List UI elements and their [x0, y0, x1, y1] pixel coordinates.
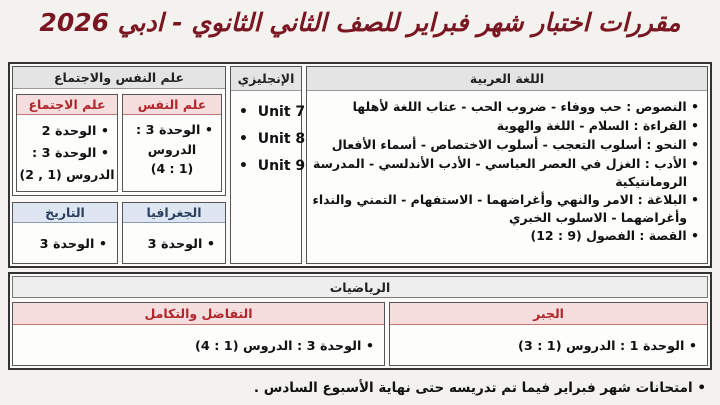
psychology-lessons-range: (1 : 4) — [150, 161, 194, 176]
sociology-lessons: الدروس (1 , 2) — [19, 167, 115, 182]
sociology-unit-3: • الوحدة 3 : — [17, 143, 117, 165]
arabic-item-rhetoric: • البلاغة : الامر والنهي وأغراضهما - الاستفهام - التمني والنداء — [311, 190, 699, 209]
math-header: الرياضيات — [12, 276, 708, 298]
sociology-header: علم الاجتماع — [17, 95, 117, 115]
english-unit-9: • Unit 9 — [239, 153, 301, 180]
arabic-item-reading: • القراءة : السلام - اللغة والهوية — [311, 116, 699, 135]
english-unit-8: • Unit 8 — [239, 126, 301, 153]
calculus-item: • الوحدة 3 : الدروس (1 : 4) — [13, 325, 384, 356]
english-unit-7: • Unit 7 — [239, 99, 301, 126]
geography-header: الجغرافيا — [123, 203, 225, 223]
history-item: • الوحدة 3 — [13, 223, 117, 254]
english-header: الإنجليزي — [231, 67, 301, 91]
arabic-item-literature: • الأدب : الغزل في العصر العباسي - الأدب الأندلسي - المدرسة — [311, 154, 699, 173]
arabic-item-literature-cont: الرومانتيكية — [615, 174, 687, 189]
psych-soc-header: علم النفس والاجتماع — [13, 67, 225, 89]
algebra-box — [389, 302, 708, 366]
arabic-list — [307, 91, 707, 245]
algebra-item: • الوحدة 1 : الدروس (1 : 3) — [390, 325, 707, 356]
arabic-item-texts: • النصوص : حب ووفاء - ضروب الحب - عتاب اللغة لأهلها — [311, 97, 699, 116]
psychology-header: علم النفس — [123, 95, 221, 115]
sociology-box — [16, 94, 118, 192]
psychology-box — [122, 94, 222, 192]
arabic-item-grammar: • النحو : أسلوب التعجب - أسلوب الاختصاص - أسماء الأفعال — [311, 135, 699, 154]
footer-note: • امتحانات شهر فبراير فيما تم تدريسه حتى نهاية الأسبوع السادس . — [10, 378, 706, 398]
sociology-unit-2: • الوحدة 2 — [17, 121, 117, 143]
arabic-item-story: • القصة : الفصول (9 : 12) — [311, 226, 699, 245]
geography-box — [122, 202, 226, 264]
psychology-lessons-label: الدروس — [147, 142, 197, 157]
arabic-item-rhetoric-cont: وأغراضهما - الاسلوب الخبري — [508, 210, 687, 225]
arabic-box — [306, 66, 708, 264]
page-title: مقررات اختبار شهر فبراير للصف الثاني الثانوي - ادبي 2026 — [39, 8, 681, 37]
calculus-box — [12, 302, 385, 366]
calculus-header: التفاضل والتكامل — [13, 303, 384, 325]
geography-item: • الوحدة 3 — [123, 223, 225, 254]
arabic-header: اللغة العربية — [307, 67, 707, 91]
history-header: التاريخ — [13, 203, 117, 223]
psychology-unit: • الوحدة 3 : — [123, 121, 221, 140]
english-box — [230, 66, 306, 264]
history-box — [12, 202, 118, 264]
algebra-header: الجبر — [390, 303, 707, 325]
